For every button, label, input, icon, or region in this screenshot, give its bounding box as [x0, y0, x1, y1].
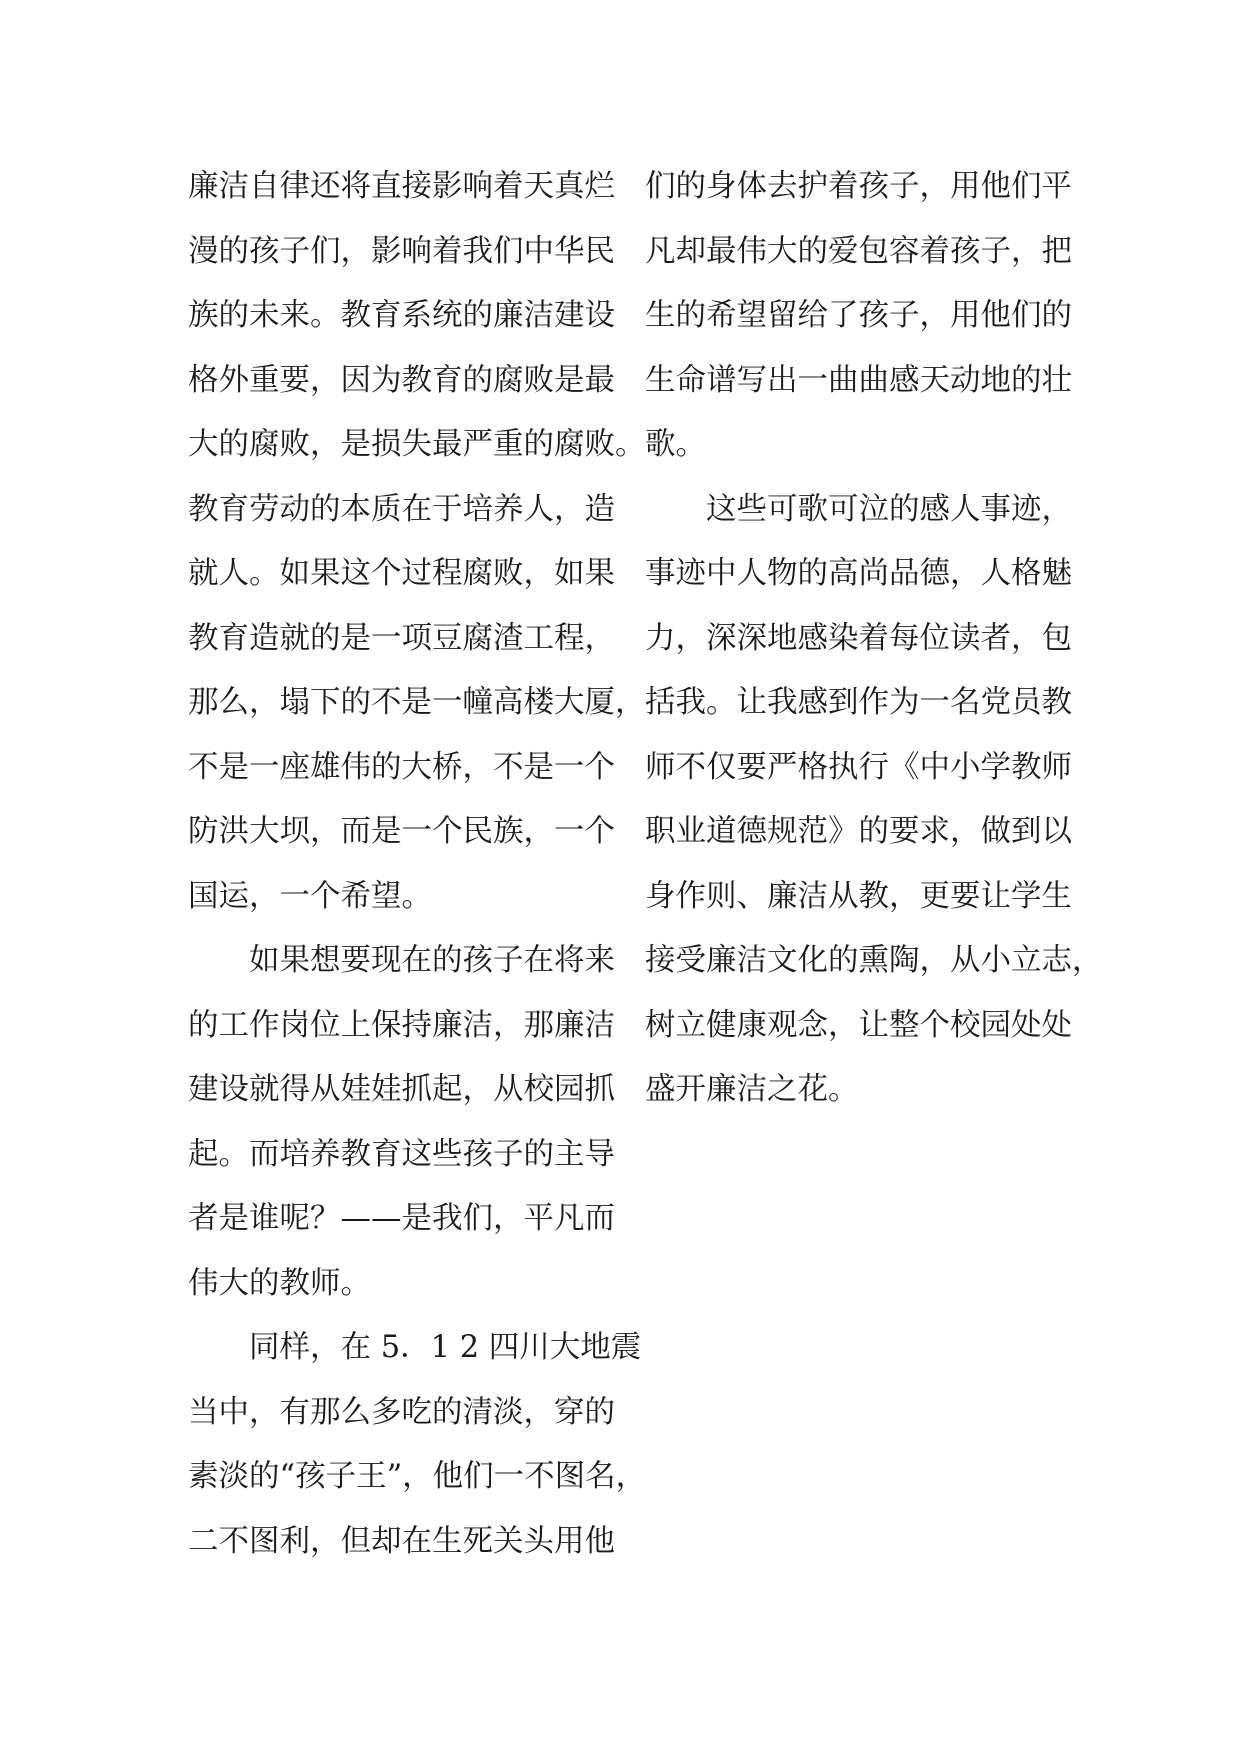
text-line: 不是一座雄伟的大桥，不是一个 [188, 749, 615, 785]
text-line: 歌。 [645, 427, 706, 462]
text-line: 如果想要现在的孩子在将来 [249, 943, 615, 978]
text-line: 素淡的“孩子王”，他们一不图名， [188, 1459, 647, 1494]
text-line: 防洪大坝，而是一个民族，一个 [188, 814, 615, 849]
text-line: 起。而培养教育这些孩子的主导 [188, 1136, 615, 1172]
text-line: 树立健康观念，让整个校园处处 [645, 1007, 1072, 1043]
text-line: 职业道德规范》的要求，做到以 [645, 814, 1072, 849]
text-line: 们的身体去护着孩子，用他们平 [645, 169, 1072, 204]
text-line: 国运，一个希望。 [188, 878, 432, 914]
text-line: 建设就得从娃娃抓起，从校园抓 [188, 1072, 615, 1107]
text-line: 凡却最伟大的爱包容着孩子，把 [645, 233, 1072, 269]
text-line: 生的希望留给了孩子，用他们的 [645, 298, 1072, 333]
text-line: 者是谁呢？——是我们，平凡而 [188, 1201, 615, 1236]
text-line: 当中，有那么多吃的清淡，穿的 [188, 1394, 615, 1430]
text-line: 括我。让我感到作为一名党员教 [645, 685, 1072, 720]
text-line: 那么，塌下的不是一幢高楼大厦， [188, 685, 646, 720]
text-line: 生命谱写出一曲曲感天动地的壮 [645, 362, 1072, 398]
text-line: 接受廉洁文化的熏陶，从小立志， [645, 943, 1103, 978]
text-line: 同样，在 5．1 2 四川大地震 [249, 1330, 642, 1365]
text-line: 格外重要，因为教育的腐败是最 [188, 362, 615, 398]
text-line: 伟大的教师。 [188, 1265, 371, 1301]
text-line: 这些可歌可泣的感人事迹， [706, 491, 1072, 527]
right-text-column [645, 155, 1103, 1123]
text-line: 事迹中人物的高尚品德，人格魅 [645, 556, 1072, 591]
text-line: 身作则、廉洁从教，更要让学生 [645, 878, 1072, 914]
text-line: 教育造就的是一项豆腐渣工程， [188, 620, 615, 656]
text-line: 的工作岗位上保持廉洁，那廉洁 [188, 1007, 615, 1043]
text-line: 教育劳动的本质在于培养人，造 [188, 491, 615, 527]
text-line: 族的未来。教育系统的廉洁建设 [188, 298, 615, 333]
text-line: 漫的孩子们，影响着我们中华民 [188, 233, 615, 269]
text-line: 大的腐败，是损失最严重的腐败。 [188, 427, 646, 462]
left-text-column [188, 155, 647, 1574]
text-line: 师不仅要严格执行《中小学教师 [645, 749, 1072, 785]
text-line: 二不图利，但却在生死关头用他 [188, 1523, 615, 1559]
text-line: 盛开廉洁之花。 [645, 1072, 859, 1107]
text-line: 力，深深地感染着每位读者，包 [645, 620, 1072, 656]
text-line: 就人。如果这个过程腐败，如果 [188, 556, 615, 591]
text-line: 廉洁自律还将直接影响着天真烂 [188, 169, 615, 204]
